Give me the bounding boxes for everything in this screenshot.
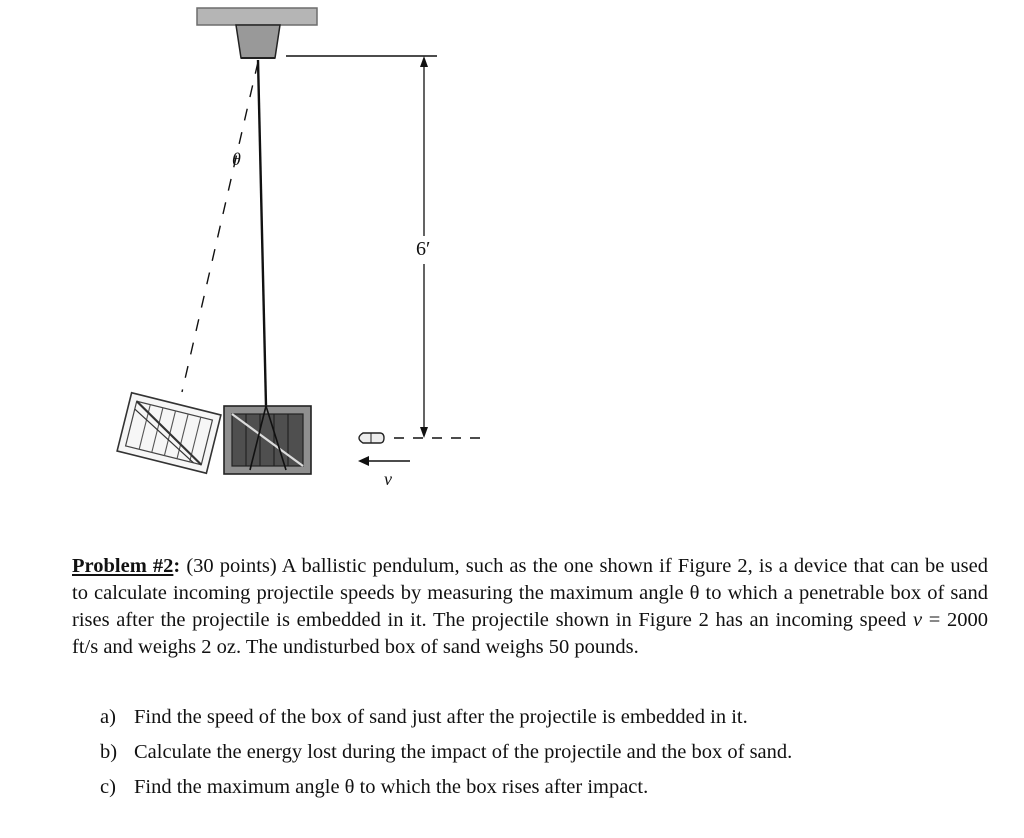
ceiling-support [197,8,317,25]
swung-pendulum-dashed-line [182,62,258,392]
question-item-c [100,772,792,807]
swung-sand-box [117,393,221,473]
pivot-mount [236,25,280,58]
problem-text-part-2: = 2000 ft/s and weighs 2 oz. The undisturbed box of sand weighs 50 pounds. [72,609,988,658]
hanging-sand-box [224,406,311,474]
question-item-a [100,702,792,737]
speed-variable: v [912,609,923,631]
question-text: Calculate the energy lost during the impact of the projectile and the box of sand. [134,741,793,763]
length-label: 6′ [416,238,431,260]
problem-statement [72,553,988,661]
question-marker: b) [100,741,118,763]
problem-text-part-1: (30 points) A ballistic pendulum, such as the one shown if Figure 2, is a device that can be used to calculate incoming projectile speeds by measuring the maximum angle θ to which a penetrable box of sand rises after the projectile is embedded in it. The projectile shown in Figure 2 has an incoming speed [72,555,988,631]
question-list [100,702,792,807]
question-marker: c) [100,776,116,798]
pendulum-rod [258,60,266,406]
problem-heading-colon: : [173,555,181,577]
question-text: Find the speed of the box of sand just after the projectile is embedded in it. [134,706,748,728]
dimension-arrow-top [420,56,428,67]
angle-theta-label: θ [232,149,241,169]
question-item-b [100,737,792,772]
velocity-label: v [384,469,392,489]
dimension-arrow-bottom [420,427,428,438]
question-text: Find the maximum angle θ to which the box rises after impact. [134,776,649,798]
question-marker: a) [100,706,116,728]
projectile-bullet [359,433,384,443]
problem-heading: Problem #2 [72,555,174,577]
velocity-arrow-head [358,456,369,466]
